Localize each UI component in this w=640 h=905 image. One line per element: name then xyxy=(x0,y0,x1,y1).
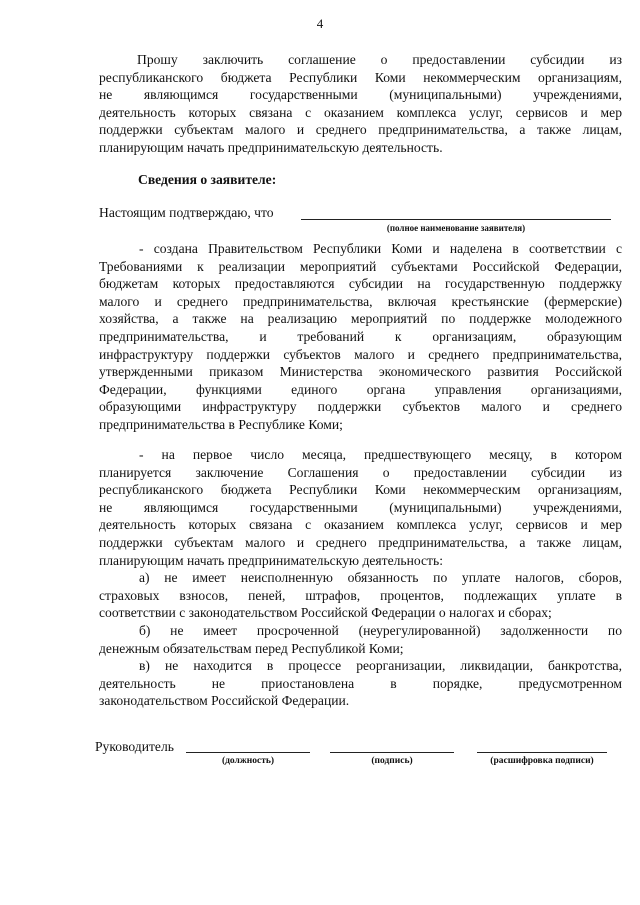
subitem-a-line: а) не имеет неисполненную обязанность по уплате налогов, сборов, xyxy=(139,570,622,586)
text-line: деятельность не приостановлена в порядке, предусмотренном xyxy=(99,675,622,691)
text-line: поддержки субъектам малого и среднего предпринимательства, а также лицам, xyxy=(99,534,622,550)
applicant-caption: (полное наименование заявителя) xyxy=(386,223,526,233)
text-line: образующими инфраструктуру поддержки субъектов малого и среднего xyxy=(99,399,622,415)
text-line: малого и среднего предпринимательства, включая крестьянские (фермерские) xyxy=(99,293,622,309)
text-line: денежным обязательствам перед Республикой Коми; xyxy=(99,640,404,656)
page-number: 4 xyxy=(316,16,324,31)
applicant-info-heading: Сведения о заявителе: xyxy=(138,172,277,187)
text-line: не являющимся государственными (муниципальными) учреждениями, xyxy=(99,87,622,103)
text-line: Федерации, функциями единого органа управления организациями, xyxy=(99,381,622,397)
text-line: инфраструктуру поддержки субъектов малого и среднего предпринимательства, xyxy=(99,346,622,362)
position-caption: (должность) xyxy=(221,756,275,766)
text-line: республиканского бюджета Республики Коми некоммерческим организациям, xyxy=(99,69,622,85)
text-line: соответствии с законодательством Российской Федерации о налогах и сборах; xyxy=(99,605,552,621)
text-line: - создана Правительством Республики Коми и наделена в соответствии с xyxy=(139,241,622,256)
decoding-line xyxy=(477,752,607,753)
item-1-paragraph xyxy=(99,240,622,434)
text-line: планирующим начать предпринимательскую деятельность. xyxy=(99,139,443,155)
text-line: республиканского бюджета Республики Коми некоммерческим организациям, xyxy=(99,482,622,498)
text-line: законодательством Российской Федерации. xyxy=(99,693,350,709)
text-line: хозяйства, а также на реализацию мероприятий по поддержке молодежного xyxy=(99,311,622,327)
text-line: предпринимательства в Республике Коми; xyxy=(99,416,343,432)
text-line: Требованиями к реализации мероприятий субъектами Российской Федерации, xyxy=(99,258,622,274)
text-line: предпринимательства, и требований к организациям, образующим xyxy=(99,328,622,344)
text-line: бюджетам которых предоставляются субсидии на государственную поддержку xyxy=(99,276,622,292)
text-line: Прошу заключить соглашение о предоставлении субсидии из xyxy=(137,52,622,67)
text-line: не являющимся государственными (муниципальными) учреждениями, xyxy=(99,499,622,515)
signature-line xyxy=(330,752,454,753)
text-line: деятельность которых связана с оказанием комплекса услуг, сервисов и мер xyxy=(99,104,622,120)
signature-caption: (подпись) xyxy=(371,756,413,766)
text-line: деятельность которых связана с оказанием комплекса услуг, сервисов и мер xyxy=(99,517,622,533)
position-line xyxy=(186,752,310,753)
text-line: поддержки субъектам малого и среднего предпринимательства, а также лицам, xyxy=(99,122,622,138)
text-line: планируется заключение Соглашения о предоставлении субсидии из xyxy=(99,464,622,480)
confirm-text: Настоящим подтверждаю, что xyxy=(99,205,274,220)
item-2-paragraph xyxy=(99,446,622,710)
request-paragraph xyxy=(99,51,622,157)
text-line: планирующим начать предпринимательскую деятельность: xyxy=(99,552,443,568)
applicant-name-line xyxy=(301,219,611,220)
text-line: страховых взносов, пеней, штрафов, процентов, подлежащих уплате в xyxy=(99,587,622,603)
subitem-c-line: в) не находится в процессе реорганизации, ликвидации, банкротства, xyxy=(139,658,622,674)
decoding-caption: (расшифровка подписи) xyxy=(490,756,594,766)
text-line: утвержденными приказом Министерства экономического развития Российской xyxy=(99,364,622,380)
leader-label: Руководитель xyxy=(95,739,174,754)
subitem-b-line: б) не имеет просроченной (неурегулированной) задолженности по xyxy=(139,622,622,638)
text-line: - на первое число месяца, предшествующего месяцу, в котором xyxy=(139,447,622,462)
